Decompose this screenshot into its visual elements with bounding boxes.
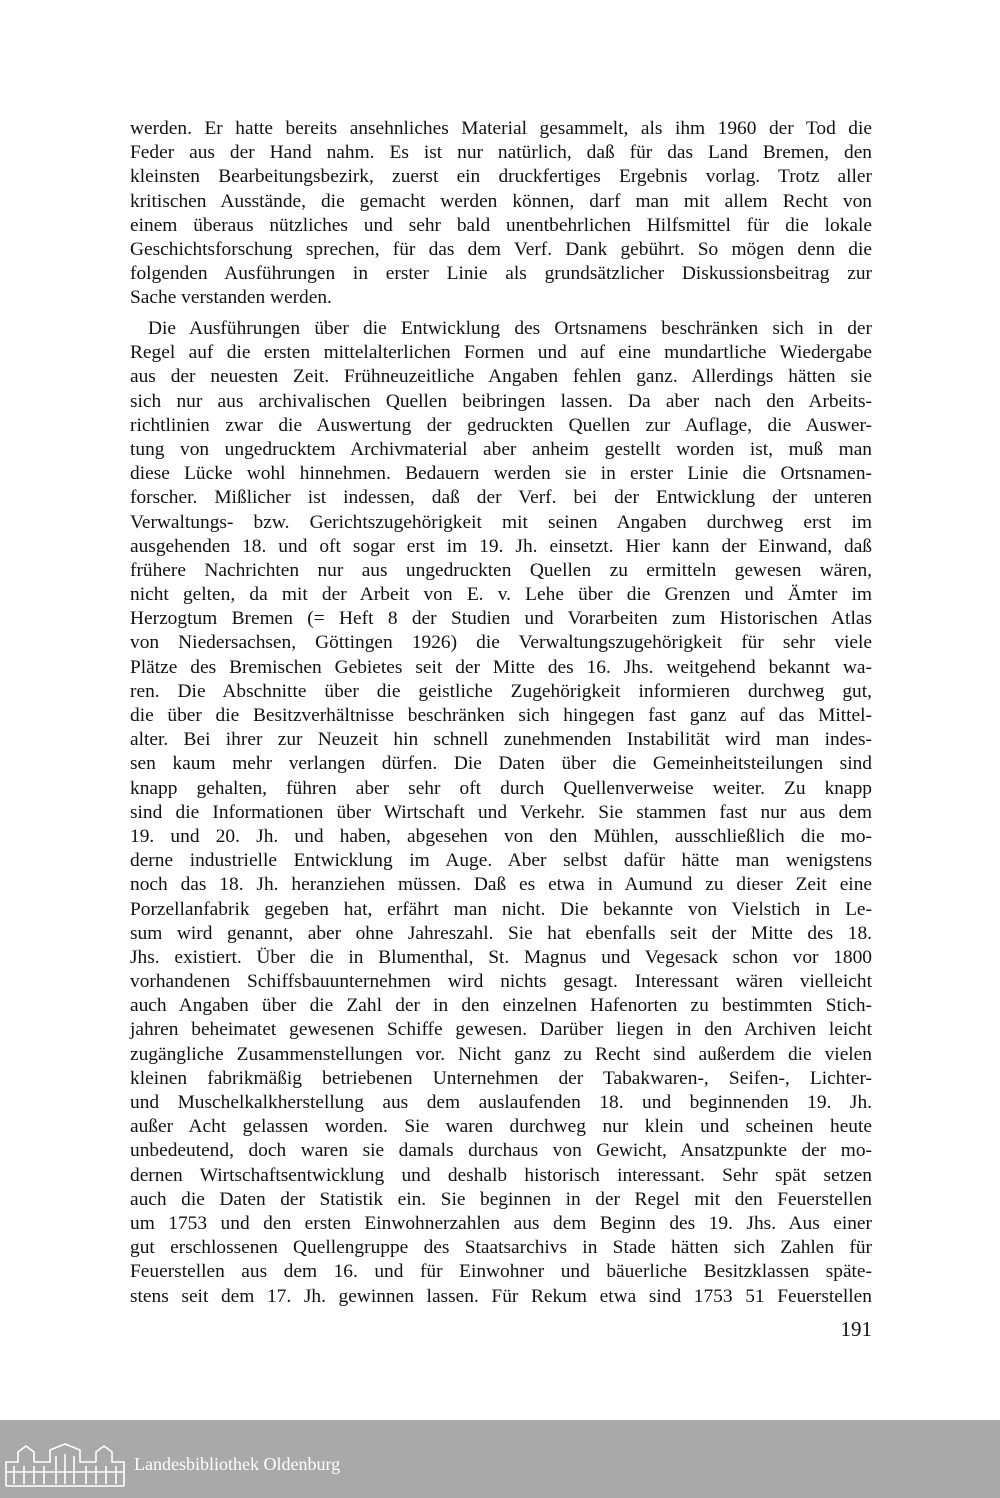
text-line: außer Acht gelassen worden. Sie waren durchweg nur klein und scheinen heute bbox=[130, 1116, 872, 1138]
text-line: und Muschelkalkherstellung aus dem auslaufenden 18. und beginnenden 19. Jh. bbox=[130, 1092, 872, 1113]
text-line: nicht gelten, da mit der Arbeit von E. v. Lehe über die Grenzen und Ämter im bbox=[130, 584, 872, 606]
text-line: sind die Informationen über Wirtschaft und Verkehr. Sie stammen fast nur aus dem bbox=[130, 801, 872, 823]
text-line: unbedeutend, doch waren sie damals durchaus von Gewicht, Ansatzpunkte der mo- bbox=[130, 1140, 872, 1162]
footer-bar bbox=[0, 1420, 1000, 1498]
text-line: 19. und 20. Jh. und haben, abgesehen von den Mühlen, ausschließlich die mo- bbox=[130, 825, 872, 847]
text-line: diese Lücke wohl hinnehmen. Bedauern werden sie in erster Linie die Ortsnamen- bbox=[130, 463, 872, 485]
text-line: jahren beheimatet gewesenen Schiffe gewesen. Darüber liegen in den Archiven leicht bbox=[130, 1019, 872, 1041]
text-line: werden. Er hatte bereits ansehnliches Material gesammelt, als ihm 1960 der Tod die bbox=[130, 118, 872, 139]
text-line: Die Ausführungen über die Entwicklung des Ortsnamens beschränken sich in der bbox=[148, 318, 872, 339]
text-line: sen kaum mehr verlangen dürfen. Die Daten über die Gemeinheitsteilungen sind bbox=[130, 753, 872, 775]
text-line: Plätze des Bremischen Gebietes seit der Mitte des 16. Jhs. weitgehend bekannt wa- bbox=[130, 656, 872, 678]
text-line: gut erschlossenen Quellengruppe des Staatsarchivs in Stade hätten sich Zahlen für bbox=[130, 1237, 872, 1259]
text-line: zugängliche Zusammenstellungen vor. Nicht ganz zu Recht sind außerdem die vielen bbox=[130, 1043, 872, 1065]
text-line: derne industrielle Entwicklung im Auge. Aber selbst dafür hätte man wenigstens bbox=[130, 850, 872, 872]
paragraph-1 bbox=[130, 117, 872, 311]
text-line: forscher. Mißlicher ist indessen, daß der Verf. bei der Entwicklung der unteren bbox=[130, 487, 872, 509]
text-line: alter. Bei ihrer zur Neuzeit hin schnell zunehmenden Instabilität wird man indes- bbox=[130, 729, 872, 751]
text-line: tung von ungedrucktem Archivmaterial aber anheim gestellt worden ist, muß man bbox=[130, 438, 872, 460]
text-line: noch das 18. Jh. heranziehen müssen. Daß es etwa in Aumund zu dieser Zeit eine bbox=[130, 874, 872, 896]
text-line: Feuerstellen aus dem 16. und für Einwohner und bäuerliche Besitzklassen späte- bbox=[130, 1261, 872, 1283]
text-line: um 1753 und den ersten Einwohnerzahlen aus dem Beginn des 19. Jhs. Aus einer bbox=[130, 1212, 872, 1234]
paragraph-2 bbox=[130, 317, 872, 1309]
text-line: sum wird genannt, aber ohne Jahreszahl. Sie hat ebenfalls seit der Mitte des 18. bbox=[130, 922, 872, 944]
text-line: ren. Die Abschnitte über die geistliche Zugehörigkeit informieren durchweg gut, bbox=[130, 680, 872, 702]
text-line: Jhs. existiert. Über die in Blumenthal, St. Magnus und Vegesack schon vor 1800 bbox=[130, 946, 872, 968]
page-number: 191 bbox=[840, 1317, 872, 1341]
text-line: knapp gehalten, führen aber sehr oft durch Quellenverweise weiter. Zu knapp bbox=[130, 777, 872, 799]
text-line: Regel auf die ersten mittelalterlichen Formen und auf eine mundartliche Wiedergabe bbox=[130, 342, 872, 364]
text-line: aus der neuesten Zeit. Frühneuzeitliche Angaben fehlen ganz. Allerdings hätten sie bbox=[130, 366, 872, 388]
text-line: kleinsten Bearbeitungsbezirk, zuerst ein druckfertiges Ergebnis vorlag. Trotz aller bbox=[130, 166, 872, 188]
text-line: Feder aus der Hand nahm. Es ist nur natürlich, daß für das Land Bremen, den bbox=[130, 142, 872, 164]
text-line: Porzellanfabrik gegeben hat, erfährt man nicht. Die bekannte von Vielstich in Le- bbox=[130, 898, 872, 920]
text-line: kleinen fabrikmäßig betriebenen Unternehmen der Tabakwaren-, Seifen-, Lichter- bbox=[130, 1067, 872, 1089]
text-line: Sache verstanden werden. bbox=[130, 287, 332, 309]
library-name: Landesbibliothek Oldenburg bbox=[134, 1454, 341, 1474]
text-line: stens seit dem 17. Jh. gewinnen lassen. Für Rekum etwa sind 1753 51 Feuerstellen bbox=[130, 1285, 872, 1307]
text-line: Geschichtsforschung sprechen, für das dem Verf. Dank gebührt. So mögen denn die bbox=[130, 238, 872, 260]
text-line: vorhandenen Schiffsbauunternehmen wird nichts gesagt. Interessant wären vielleicht bbox=[130, 971, 872, 993]
text-line: ausgehenden 18. und oft sogar erst im 19. Jh. einsetzt. Hier kann der Einwand, daß bbox=[130, 535, 872, 557]
text-line: dernen Wirtschaftsentwicklung und deshalb historisch interessant. Sehr spät setzen bbox=[130, 1164, 872, 1186]
text-line: folgenden Ausführungen in erster Linie als grundsätzlicher Diskussionsbeitrag zur bbox=[130, 263, 872, 285]
text-line: sich nur aus archivalischen Quellen beibringen lassen. Da aber nach den Arbeits- bbox=[130, 390, 872, 412]
text-line: Verwaltungs- bzw. Gerichtszugehörigkeit mit seinen Angaben durchweg erst im bbox=[130, 511, 872, 533]
text-line: kritischen Ausstände, die gemacht werden können, darf man mit allem Recht von bbox=[130, 190, 872, 212]
text-line: die über die Besitzverhältnisse beschränken sich hingegen fast ganz auf das Mittel- bbox=[130, 705, 872, 726]
text-line: frühere Nachrichten nur aus ungedruckten Quellen zu ermitteln gewesen wären, bbox=[130, 559, 872, 581]
text-line: Herzogtum Bremen (= Heft 8 der Studien und Vorarbeiten zum Historischen Atlas bbox=[130, 608, 872, 630]
library-building-icon bbox=[4, 1442, 126, 1488]
text-line: einem überaus nützliches und sehr bald unentbehrlichen Hilfsmittel für die lokale bbox=[130, 214, 872, 236]
text-line: auch die Daten der Statistik ein. Sie beginnen in der Regel mit den Feuerstellen bbox=[130, 1188, 872, 1210]
text-line: richtlinien zwar die Auswertung der gedruckten Quellen zur Auflage, die Auswer- bbox=[130, 414, 872, 436]
text-line: auch Angaben über die Zahl der in den einzelnen Hafenorten zu bestimmten Stich- bbox=[130, 995, 872, 1017]
text-line: von Niedersachsen, Göttingen 1926) die Verwaltungszugehörigkeit für sehr viele bbox=[130, 632, 872, 654]
